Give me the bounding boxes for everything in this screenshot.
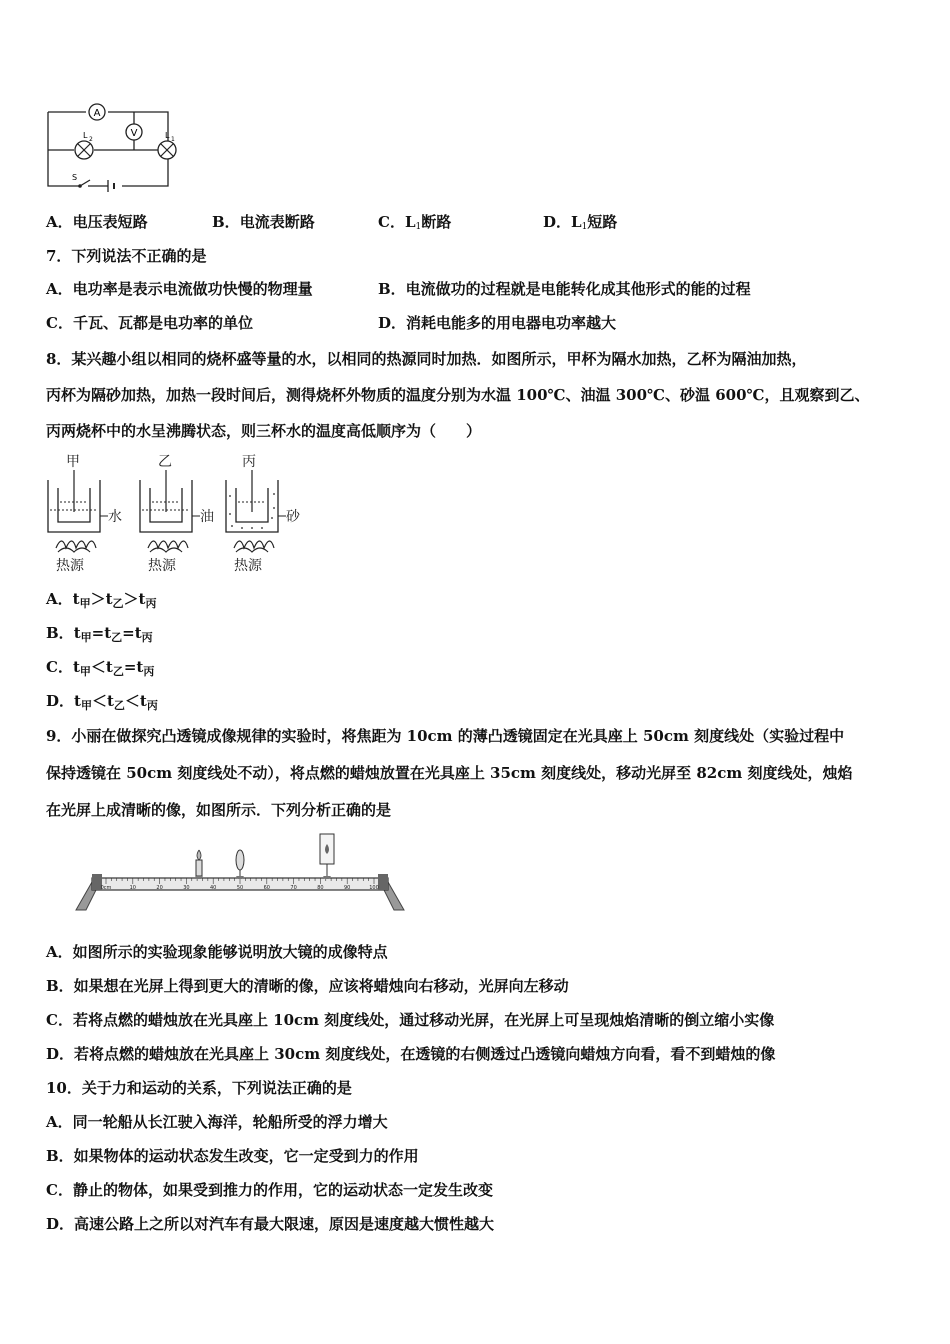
ammeter-symbol: [89, 104, 105, 120]
svg-text:水: 水: [108, 509, 122, 525]
q7-option-d[interactable]: D．消耗电能多的用电器电功率越大: [378, 314, 617, 332]
q9-stem-line-2: 保持透镜在 50cm 刻度线处不动），将点燃的蜡烛放置在光具座上 35cm 刻度线处，移动光屏至 82cm 刻度线处，烛焰: [46, 764, 853, 782]
q9-option-a[interactable]: A．如图所示的实验现象能够说明放大镜的成像特点: [46, 943, 388, 961]
q10-option-b[interactable]: B．如果物体的运动状态发生改变，它一定受到力的作用: [46, 1147, 419, 1165]
q9-option-c[interactable]: C．若将点燃的蜡烛放在光具座上 10cm 刻度线处，通过移动光屏，在光屏上可呈现烛焰清晰的倒立缩小实像: [46, 1011, 775, 1029]
q8-option-a[interactable]: A．$t_甲>t_乙>t_丙$: [46, 590, 157, 610]
lamp-l2-symbol: [75, 131, 93, 159]
convex-lens: [236, 850, 244, 879]
bench-tick-label: 0cm: [100, 885, 112, 891]
svg-text:油: 油: [200, 509, 214, 525]
svg-text:热源: 热源: [56, 558, 84, 574]
svg-text:砂: 砂: [286, 509, 300, 525]
beaker-jia: [48, 454, 122, 574]
beaker-bing: [226, 454, 301, 574]
candle: [195, 850, 203, 879]
svg-text:A: A: [93, 108, 101, 119]
bench-tick-label: 20: [156, 885, 163, 891]
bench-tick-label: 80: [317, 885, 324, 891]
q7-option-a[interactable]: A．电功率是表示电流做功快慢的物理量: [46, 280, 313, 298]
bench-tick-label: 70: [290, 885, 297, 891]
voltmeter-symbol: [126, 124, 142, 140]
q10-option-a[interactable]: A．同一轮船从长江驶入海洋，轮船所受的浮力增大: [46, 1113, 388, 1131]
svg-text:1: 1: [171, 136, 175, 143]
svg-text:L: L: [165, 131, 170, 140]
bench-tick-label: 10: [129, 885, 136, 891]
lamp-l1-symbol: [158, 131, 176, 159]
q7-option-c[interactable]: C．千瓦、瓦都是电功率的单位: [46, 314, 253, 332]
q9-stem-line-3: 在光屏上成清晰的像，如图所示．下列分析正确的是: [46, 801, 392, 819]
svg-text:V: V: [130, 128, 138, 139]
svg-text:热源: 热源: [148, 558, 176, 574]
q8-stem-line-1: 8．某兴趣小组以相同的烧杯盛等量的水，以相同的热源同时加热．如图所示，甲杯为隔水加热，乙杯为隔油加热，: [46, 350, 807, 368]
q6-option-c[interactable]: C．$L_1$断路: [378, 213, 452, 232]
circuit-diagram: [40, 98, 180, 193]
q8-option-c[interactable]: C．$t_甲<t_乙=t_丙$: [46, 658, 155, 678]
q7-option-b[interactable]: B．电流做功的过程就是电能转化成其他形式的能的过程: [378, 280, 751, 298]
optical-bench-figure: [70, 830, 410, 914]
q9-option-b[interactable]: B．如果想在光屏上得到更大的清晰的像，应该将蜡烛向右移动，光屏向左移动: [46, 977, 569, 995]
q10-option-d[interactable]: D．高速公路上之所以对汽车有最大限速，原因是速度越大惯性越大: [46, 1215, 495, 1233]
svg-text:热源: 热源: [234, 558, 262, 574]
bench-tick-label: 90: [344, 885, 351, 891]
beakers-figure: [42, 452, 312, 577]
bench-tick-label: 40: [210, 885, 217, 891]
svg-text:丙: 丙: [242, 454, 256, 470]
q8-option-b[interactable]: B．$t_甲=t_乙=t_丙$: [46, 624, 153, 644]
q8-stem-line-3: 丙两烧杯中的水呈沸腾状态，则三杯水的温度高低顺序为（ ）: [46, 422, 482, 440]
light-screen: [320, 834, 334, 879]
bench-tick-label: 50: [236, 885, 244, 891]
q9-stem-line-1: 9．小丽在做探究凸透镜成像规律的实验时，将焦距为 10cm 的薄凸透镜固定在光具座上 50cm 刻度线处（实验过程中: [46, 727, 845, 745]
svg-text:L: L: [83, 131, 88, 140]
q6-option-a[interactable]: A．电压表短路: [46, 213, 148, 231]
q10-stem: 10．关于力和运动的关系，下列说法正确的是: [46, 1079, 352, 1097]
q8-option-d[interactable]: D．$t_甲<t_乙<t_丙$: [46, 692, 158, 712]
beaker-yi: [140, 454, 214, 574]
q9-option-d[interactable]: D．若将点燃的蜡烛放在光具座上 30cm 刻度线处，在透镜的右侧透过凸透镜向蜡烛方向看，看不到蜡烛的像: [46, 1045, 776, 1063]
q6-option-b[interactable]: B．电流表断路: [212, 213, 315, 231]
svg-text:甲: 甲: [66, 454, 80, 470]
q10-option-c[interactable]: C．静止的物体，如果受到推力的作用，它的运动状态一定发生改变: [46, 1181, 493, 1199]
bench-tick-label: 60: [263, 885, 270, 891]
svg-text:2: 2: [89, 136, 93, 143]
q6-option-d[interactable]: D．$L_1$短路: [543, 213, 618, 232]
bench-tick-label: 30: [183, 885, 190, 891]
bench-tick-label: 100: [369, 885, 379, 891]
q8-stem-line-2: 丙杯为隔砂加热，加热一段时间后，测得烧杯外物质的温度分别为水温 100℃、油温 300℃、砂温 600℃，且观察到乙、: [46, 386, 870, 404]
svg-text:乙: 乙: [158, 454, 172, 470]
svg-text:S: S: [72, 173, 78, 182]
q7-stem: 7．下列说法不正确的是: [46, 247, 207, 265]
